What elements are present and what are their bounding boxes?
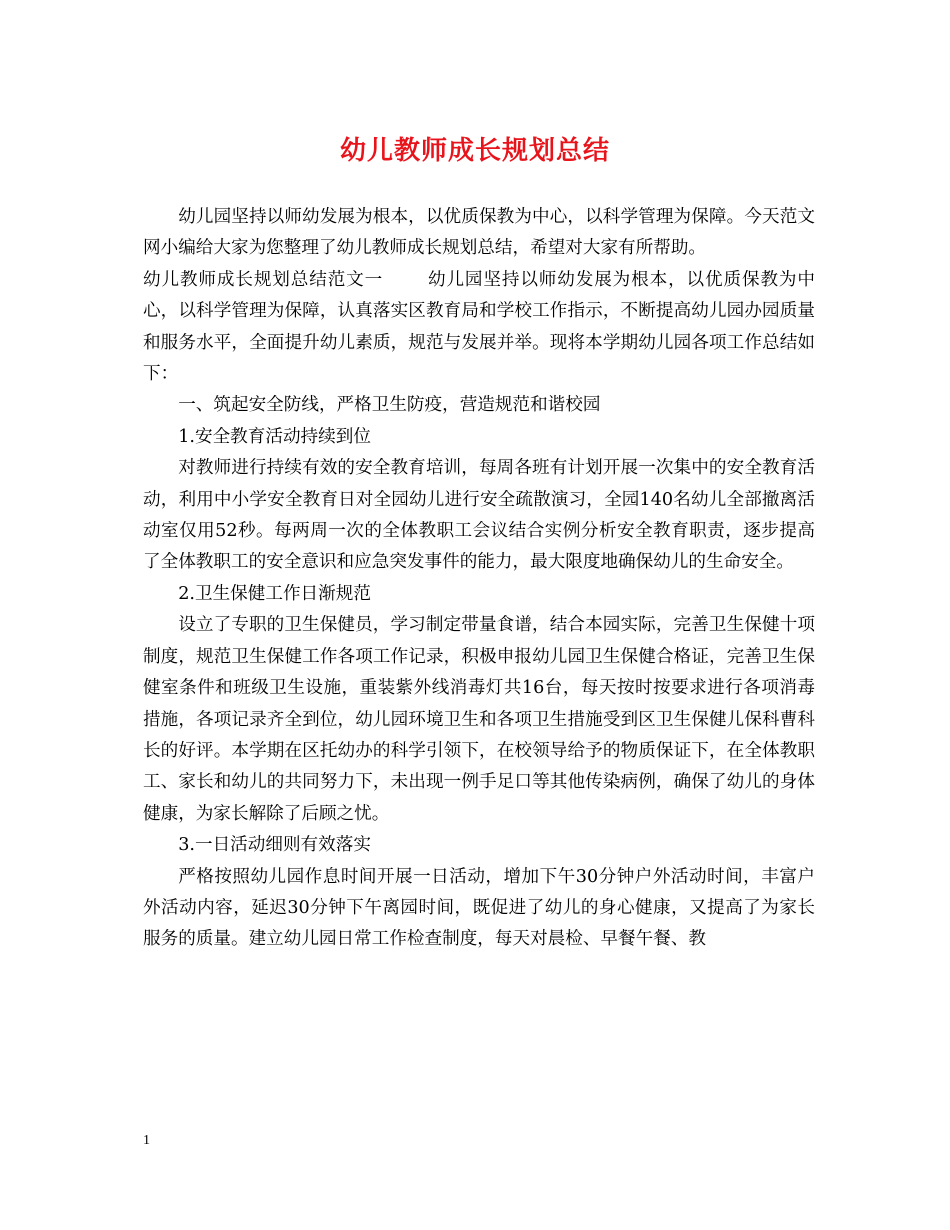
paragraph-safety: 对教师进行持续有效的安全教育培训，每周各班有计划开展一次集中的安全教育活动，利用中小学安全教育日对全园幼儿进行安全疏散演习，全园140名幼儿全部撤离活动室仅用52秒。每两周一次的全体教职工会议结合实例分析安全教育职责，逐步提高了全体教职工的安全意识和应急突发事件的能力，最大限度地确保幼儿的生命安全。 [143, 458, 815, 573]
sample-heading: 幼儿教师成长规划总结范文一 [143, 269, 384, 290]
subheading-2: 2.卫生保健工作日渐规范 [178, 583, 371, 604]
page-number: 1 [143, 1133, 150, 1148]
document-title: 幼儿教师成长规划总结 [339, 136, 610, 166]
intro-paragraph: 幼儿园坚持以师幼发展为根本，以优质保教为中心，以科学管理为保障。今天范文网小编给大家为您整理了幼儿教师成长规划总结，希望对大家有所帮助。 [143, 207, 815, 259]
subheading-3: 3.一日活动细则有效落实 [178, 835, 371, 856]
document-body [143, 202, 815, 956]
paragraph-health: 设立了专职的卫生保健员，学习制定带量食谱，结合本园实际，完善卫生保健十项制度，规范卫生保健工作各项工作记录，积极申报幼儿园卫生保健合格证，完善卫生保健室条件和班级卫生设施，重装紫外线消毒灯共16台，每天按时按要求进行各项消毒措施，各项记录齐全到位，幼儿园环境卫生和各项卫生措施受到区卫生保健儿保科曹科长的好评。本学期在区托幼办的科学引领下，在校领导给予的物质保证下，在全体教职工、家长和幼儿的共同努力下，未出现一例手足口等其他传染病例，确保了幼儿的身体健康，为家长解除了后顾之忧。 [143, 615, 815, 824]
paragraph-daily: 严格按照幼儿园作息时间开展一日活动，增加下午30分钟户外活动时间，丰富户外活动内容，延迟30分钟下午离园时间，既促进了幼儿的身心健康，又提高了为家长服务的质量。建立幼儿园日常工作检查制度，每天对晨检、早餐午餐、教 [143, 866, 815, 950]
sample-body: 幼儿园坚持以师幼发展为根本，以优质保教为中心，以科学管理为保障，认真落实区教育局和学校工作指示，不断提高幼儿园办园质量和服务水平，全面提升幼儿素质，规范与发展并举。现将本学期幼儿园各项工作总结如下： [143, 269, 815, 385]
section-paragraph [143, 265, 815, 391]
subheading-1: 1.安全教育活动持续到位 [178, 426, 371, 447]
section-heading-1: 一、筑起安全防线，严格卫生防疫，营造规范和谐校园 [178, 395, 601, 416]
